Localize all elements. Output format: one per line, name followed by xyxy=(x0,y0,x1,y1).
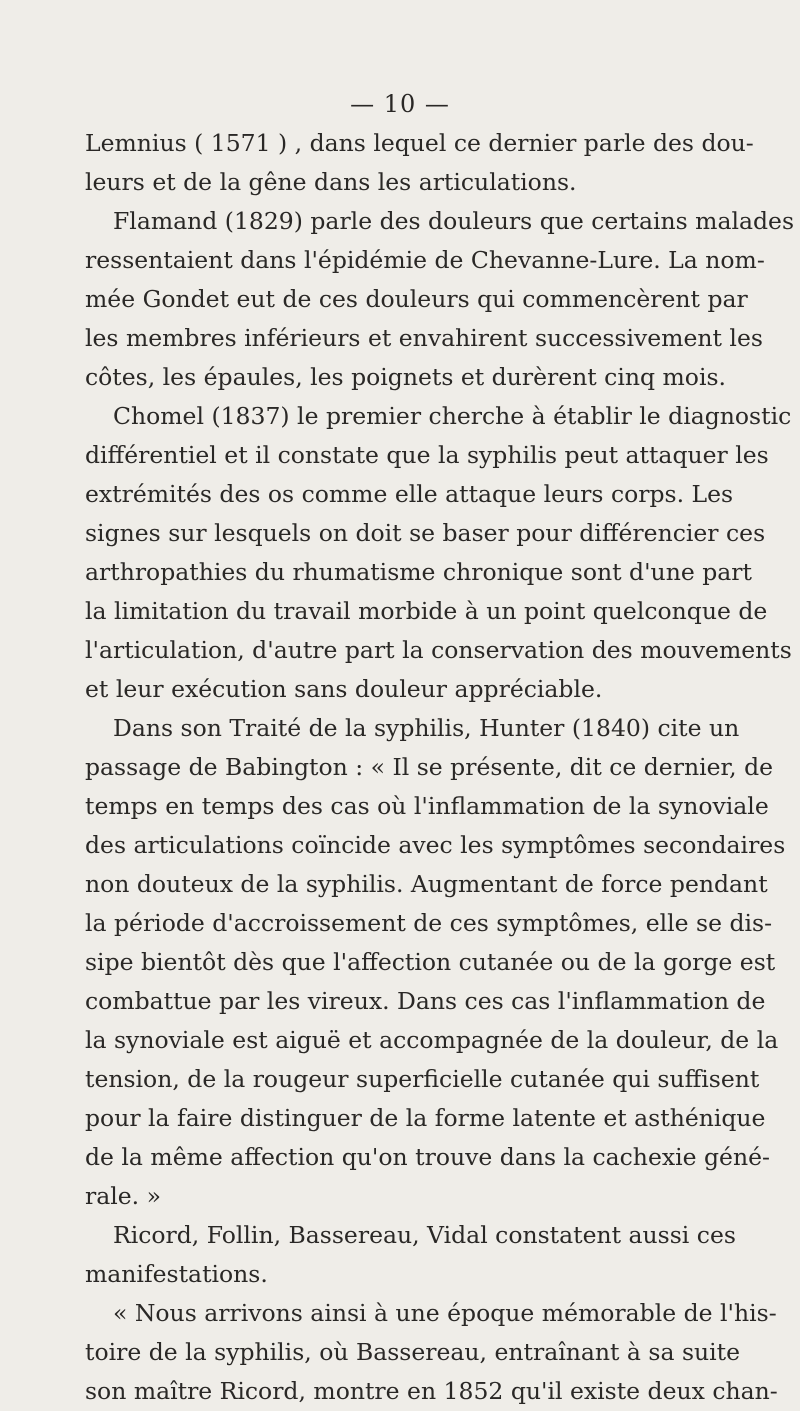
text-body xyxy=(85,124,795,1411)
text-line: sipe bientôt dès que l'affection cutanée ou de la gorge est xyxy=(85,948,776,976)
text-line: et leur exécution sans douleur appréciable. xyxy=(85,675,603,703)
text-line: tension, de la rougeur superficielle cutanée qui suffisent xyxy=(85,1065,760,1093)
text-line: de la même affection qu'on trouve dans la cachexie géné- xyxy=(85,1143,770,1171)
text-line: l'articulation, d'autre part la conservation des mouvements xyxy=(85,636,792,664)
text-line: non douteux de la syphilis. Augmentant de force pendant xyxy=(85,870,768,898)
text-line: pour la faire distinguer de la forme latente et asthénique xyxy=(85,1104,766,1132)
text-line: les membres inférieurs et envahirent successivement les xyxy=(85,324,763,352)
text-line: la période d'accroissement de ces symptômes, elle se dis- xyxy=(85,909,773,937)
text-line: son maître Ricord, montre en 1852 qu'il existe deux chan- xyxy=(85,1377,778,1405)
text-line: toire de la syphilis, où Bassereau, entraînant à sa suite xyxy=(85,1338,741,1366)
text-line: des articulations coïncide avec les symptômes secondaires xyxy=(85,831,786,859)
text-line: Ricord, Follin, Bassereau, Vidal constatent aussi ces xyxy=(113,1221,736,1249)
text-line: ressentaient dans l'épidémie de Chevanne-Lure. La nom- xyxy=(85,246,765,274)
text-line: rale. » xyxy=(85,1182,161,1210)
text-line: combattue par les vireux. Dans ces cas l'inflammation de xyxy=(85,987,766,1015)
page-number: — 10 — xyxy=(350,90,450,118)
text-line: Lemnius ( 1571 ) , dans lequel ce dernier parle des dou- xyxy=(85,129,754,157)
text-line: différentiel et il constate que la syphilis peut attaquer les xyxy=(85,441,769,469)
text-line: arthropathies du rhumatisme chronique sont d'une part xyxy=(85,558,752,586)
text-line: passage de Babington : « Il se présente, dit ce dernier, de xyxy=(85,753,774,781)
text-line: côtes, les épaules, les poignets et durèrent cinq mois. xyxy=(85,363,726,391)
text-line: manifestations. xyxy=(85,1260,268,1288)
text-line: Chomel (1837) le premier cherche à établir le diagnostic xyxy=(113,402,792,430)
text-line: la limitation du travail morbide à un point quelconque de xyxy=(85,597,768,625)
text-line: extrémités des os comme elle attaque leurs corps. Les xyxy=(85,480,734,508)
text-line: mée Gondet eut de ces douleurs qui commencèrent par xyxy=(85,285,748,313)
text-line: Dans son Traité de la syphilis, Hunter (1840) cite un xyxy=(113,714,740,742)
text-line: signes sur lesquels on doit se baser pour différencier ces xyxy=(85,519,766,547)
text-line: la synoviale est aiguë et accompagnée de la douleur, de la xyxy=(85,1026,779,1054)
text-line: leurs et de la gêne dans les articulations. xyxy=(85,168,577,196)
text-line: temps en temps des cas où l'inflammation de la synoviale xyxy=(85,792,769,820)
text-line: Flamand (1829) parle des douleurs que certains malades xyxy=(113,207,795,235)
text-line: « Nous arrivons ainsi à une époque mémorable de l'his- xyxy=(113,1299,777,1327)
